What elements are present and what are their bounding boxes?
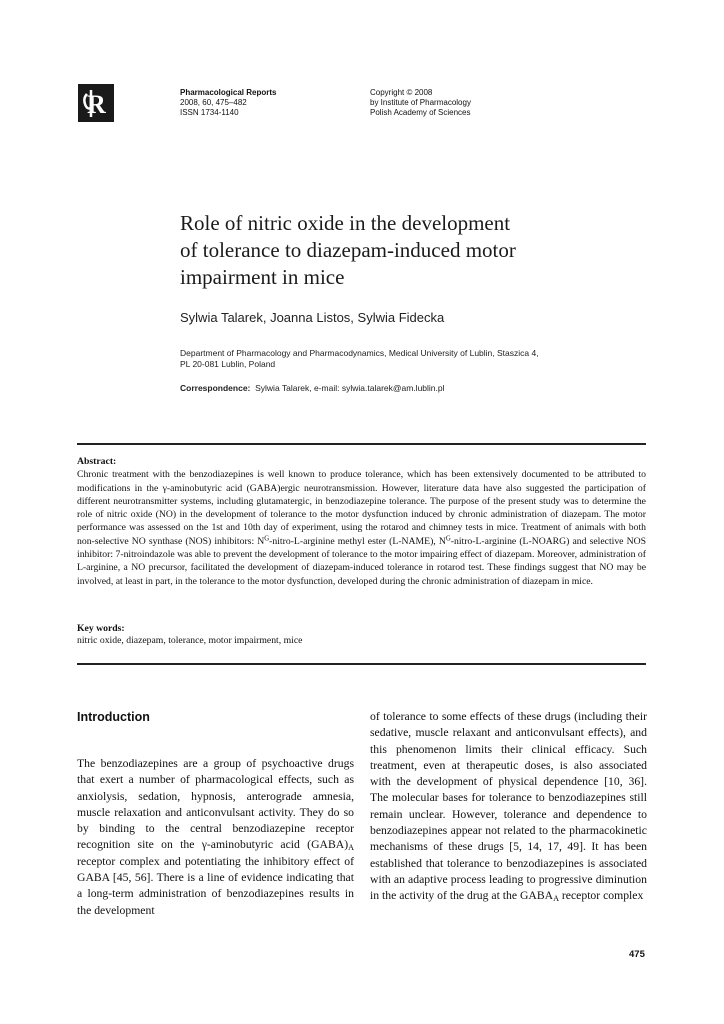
intro-column-left	[77, 756, 354, 919]
abstract-heading: Abstract:	[77, 456, 117, 467]
copyright-org: Polish Academy of Sciences	[370, 108, 471, 117]
section-heading-introduction: Introduction	[77, 710, 150, 724]
paragraph-text: of tolerance to some effects of these drugs (including their sedative, muscle relaxant and anticonvulsant effects), and this phenomenon limits their clinical efficacy. Such treatment, even at therapeutic doses, is also associated with the development of physical dependence [10, 36]. The molecular bases for tolerance to benzodiazepines still remain unclear. However, tolerance and dependence to benzodiazepines appear not related to the pharmacokinetic mechanisms of these drugs [5, 14, 17, 49]. It has been established that tolerance to benzodiazepines is associated with an adaptive process leading to progressive diminution in the activity of the drug at the GABA	[370, 710, 647, 903]
keywords-heading: Key words:	[77, 623, 125, 634]
page-number: 475	[629, 949, 645, 960]
article-title	[180, 210, 620, 291]
paragraph-text: receptor complex and potentiating the inhibitory effect of GABA [45, 56]. There is a line of evidence indicating that a long-term administration of benzodiazepines results in the development	[77, 854, 354, 917]
divider	[77, 663, 646, 665]
pr-monogram-icon	[81, 86, 111, 120]
keywords	[77, 623, 646, 647]
journal-volume: 2008, 60, 475–482	[180, 98, 247, 107]
authors: Sylwia Talarek, Joanna Listos, Sylwia Fidecka	[180, 310, 445, 325]
abstract-text	[77, 468, 646, 588]
correspondence	[180, 383, 445, 393]
affiliation	[180, 348, 600, 370]
journal-name: Pharmacological Reports	[180, 88, 277, 97]
journal-logo	[78, 84, 114, 122]
abstract-text-part: -nitro-L-arginine (L-NOARG) and selective NOS inhibitor: 7-nitroindazole was able to prevent the development of tolerance to the motor impairing effect of diazepam. Moreover, administration of L-arginine, a NO precursor, facilitated the development of diazepam-induced tolerance in rotarod test. These findings suggest that NO may be involved, at least in part, in the tolerance to the motor dysfunction, developed during the chronic administration of diazepam in mice.	[77, 535, 646, 587]
keywords-text: nitric oxide, diazepam, tolerance, motor impairment, mice	[77, 635, 303, 646]
title-line: Role of nitric oxide in the development	[180, 211, 511, 235]
paragraph-text: receptor complex	[558, 889, 644, 903]
superscript: G	[264, 535, 270, 543]
affiliation-line: PL 20-081 Lublin, Poland	[180, 359, 276, 369]
superscript: G	[445, 535, 451, 543]
journal-issn: ISSN 1734-1140	[180, 108, 239, 117]
abstract	[77, 455, 646, 588]
copyright-by: by Institute of Pharmacology	[370, 98, 471, 107]
title-line: impairment in mice	[180, 265, 345, 289]
copyright-line: Copyright © 2008	[370, 88, 433, 97]
subscript: A	[553, 894, 559, 904]
subscript: A	[348, 843, 354, 853]
abstract-text-part: Chronic treatment with the benzodiazepines is well known to produce tolerance, which has been extensively documented to be attributed to modifications in the γ-aminobutyric acid (GABA)ergic neurotransmission. However, literature data have also suggested the participation of different neurotransmitter systems, including glutamatergic, in benzodiazepine tolerance. The purpose of the present study was to determine the role of nitric oxide (NO) in the development of tolerance to the motor dysfunction induced by chronic administration of diazepam. The motor performance was assessed on the 1st and 10th day of experiment, using the rotarod and chimney tests in mice. Treatment of animals with both non-selective NO synthase (NOS) inhibitors: N	[77, 469, 646, 547]
svg-text:R: R	[87, 90, 106, 119]
abstract-text-part: -nitro-L-arginine methyl ester (L-NAME), N	[269, 535, 446, 547]
paragraph-text: The benzodiazepines are a group of psychoactive drugs that exert a number of pharmacological effects, such as anxiolysis, sedation, hypnosis, anterograde amnesia, muscle relaxation and anticonvulsant activity. They do so by binding to the central benzodiazepine receptor recognition site on the γ-aminobutyric acid (GABA)	[77, 757, 354, 852]
correspondence-email: Sylwia Talarek, e-mail: sylwia.talarek@am.lublin.pl	[255, 383, 445, 393]
journal-info	[180, 88, 276, 118]
divider	[77, 443, 646, 445]
title-line: of tolerance to diazepam-induced motor	[180, 238, 516, 262]
copyright-info	[370, 88, 471, 118]
affiliation-line: Department of Pharmacology and Pharmacodynamics, Medical University of Lublin, Staszica 4,	[180, 348, 539, 358]
intro-column-right	[370, 709, 647, 905]
correspondence-label: Correspondence:	[180, 383, 251, 393]
